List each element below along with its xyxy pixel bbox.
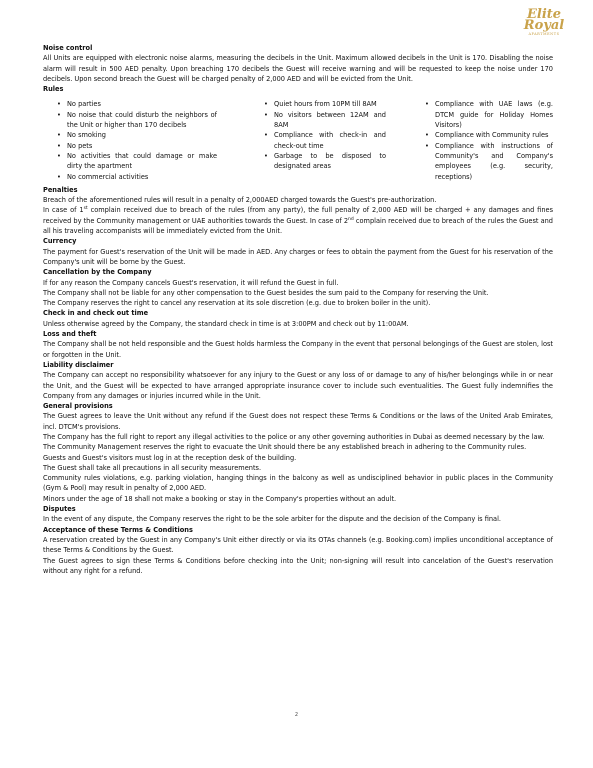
general-text-2: The Company has the full right to report any illegal activities to the police or any other governing authorities in Dubai as deemed necessary by the law. <box>43 432 545 441</box>
currency-heading: Currency <box>43 237 77 246</box>
rule-item: • Quiet hours from 10PM till 8AM <box>264 99 386 109</box>
rule-item: • No activities that could damage or make dirty the apartment <box>57 151 217 172</box>
noise-heading: Noise control <box>43 44 93 52</box>
penalties-text-2-c: complain received due to breach of the rules the Guest and all his traveling accompanists will be immediately evicted from the Unit. <box>43 216 553 236</box>
general-heading: General provisions <box>43 402 113 411</box>
general-text-6: Community rules violations, e.g. parking violation, hanging things in the balcony as well as undisciplined behavior in public places in the Community (Gym & Pool) may result in penalty of 2,000 AED. <box>43 474 553 493</box>
rules-column-3 <box>425 99 553 181</box>
acceptance-text-1: A reservation created by the Guest in any Company's Unit either directly or via its OTAs channels (e.g. Booking.com) implies unconditional acceptance of these Terms & Conditions by the Guest. <box>43 535 553 555</box>
acceptance-text-2: The Guest agrees to sign these Terms & Conditions before checking into the Unit; non-signing will result into cancelation of the Guest's reservation without any right for a refund. <box>43 556 553 575</box>
liability-text: The Company can accept no responsibility whatsoever for any injury to the Guest or any loss of or damage to any of his/her belongings while in or near the Unit, and the Guest will be expected to have arranged appropriate insurance cover to include such eventualities. The Guest fully indemnifies the Company from any damages or injuries incurred while in the Unit. <box>43 371 553 400</box>
general-text-7: Minors under the age of 18 shall not make a booking or stay in the Company's properties without an adult. <box>43 494 397 503</box>
rule-item: • No pets <box>57 141 217 151</box>
penalties-text-2 <box>43 205 553 236</box>
page-number: 2 <box>294 712 299 718</box>
penalties-text-2-b: complain received due to breach of the rules (from any party), the full penalty of 2,000 AED will be charged + any damages and fines received by the Community management or UAE authorities towards the Guest. In case of 2 <box>43 206 553 225</box>
loss-heading: Loss and theft <box>43 330 97 339</box>
logo-line1: Elite <box>526 7 562 22</box>
logo-line2: Royal <box>523 18 565 33</box>
rules-heading: Rules <box>43 85 64 94</box>
penalties-text-2-a: In case of 1 <box>43 206 84 215</box>
ordinal-suffix: st <box>83 206 88 212</box>
logo-line3: APARTMENTS <box>528 32 560 36</box>
ordinal-suffix: nd <box>348 216 354 222</box>
rule-item: • No noise that could disturb the neighbors of the Unit or higher than 170 decibels <box>57 110 217 131</box>
rule-item: • No visitors between 12AM and 8AM <box>264 110 386 131</box>
rules-column-1 <box>57 99 217 181</box>
cancellation-heading: Cancellation by the Company <box>43 268 152 277</box>
rule-item: • No smoking <box>57 130 217 140</box>
disputes-text: In the event of any dispute, the Company reserves the right to be the sole arbiter for the dispute and the decision of the Company is final. <box>43 515 502 524</box>
general-text-1: The Guest agrees to leave the Unit without any refund if the Guest does not respect these Terms & Conditions or the laws of the United Arab Emirates, incl. DTCM's provisions. <box>43 412 553 431</box>
penalties-heading: Penalties <box>43 185 78 194</box>
rule-item: • No commercial activities <box>57 172 217 182</box>
acceptance-heading: Acceptance of these Terms & Conditions <box>43 525 193 534</box>
general-text-4: Guests and Guest's visitors must log in at the reception desk of the building. <box>43 453 297 462</box>
cancellation-text-1: If for any reason the Company cancels Guest's reservation, it will refund the Guest in full. <box>43 278 339 287</box>
rule-item: • Compliance with instructions of Community's and Company's employees (e.g. security, receptions) <box>425 141 553 182</box>
cancellation-text-3: The Company reserves the right to cancel any reservation at its sole discretion (e.g. due to broken boiler in the unit). <box>43 299 431 308</box>
document-body <box>43 43 553 576</box>
checkin-text: Unless otherwise agreed by the Company, the standard check in time is at 3:00PM and check out by 11:00AM. <box>43 319 409 328</box>
loss-text: The Company shall be not held responsible and the Guest holds harmless the Company in the event that personal belongings of the Guest are stolen, lost or forgotten in the Unit. <box>43 340 553 359</box>
rule-item: • Compliance with UAE laws (e.g. DTCM guide for Holiday Homes Visitors) <box>425 99 553 130</box>
rule-item: • Garbage to be disposed to designated areas <box>264 151 386 172</box>
cancellation-text-2: The Company shall not be liable for any other compensation to the Guest besides the sum paid to the Company for reserving the Unit. <box>43 288 489 297</box>
liability-heading: Liability disclaimer <box>43 360 114 369</box>
noise-text: All Units are equipped with electronic noise alarms, measuring the decibels in the Unit. Maximum allowed decibels in the Unit is 170. Disabling the noise alarm will result in 500 AED penalty. Upon breaching 170 decibels the Guest will receive warning and will be requested to keep the noise under 170 decibels. Upon second breach the Guest will be charged penalty of 2,000 AED and will be evicted from the Unit. <box>43 54 553 83</box>
checkin-heading: Check in and check out time <box>43 309 149 318</box>
currency-text: The payment for Guest's reservation of the Unit will be made in AED. Any charges or fees to obtain the payment from the Guest for his reservation of the Company's unit will be borne by the Guest. <box>43 247 553 266</box>
rules-columns <box>43 95 553 181</box>
rules-column-2 <box>264 99 386 181</box>
general-text-5: The Guest shall take all precautions in all security measurements. <box>43 463 262 472</box>
penalties-text-1: Breach of the aforementioned rules will result in a penalty of 2,000AED charged towards the Guest's pre-authorization. <box>43 196 437 205</box>
disputes-heading: Disputes <box>43 505 76 514</box>
general-text-3: The Community Management reserves the right to evacuate the Unit should there be any established breach in adhering to the Community rules. <box>43 443 527 452</box>
rule-item: • Compliance with check-in and check-out time <box>264 130 386 151</box>
rule-item: • Compliance with Community rules <box>425 130 553 140</box>
company-logo <box>517 8 571 37</box>
rule-item: • No parties <box>57 99 217 109</box>
